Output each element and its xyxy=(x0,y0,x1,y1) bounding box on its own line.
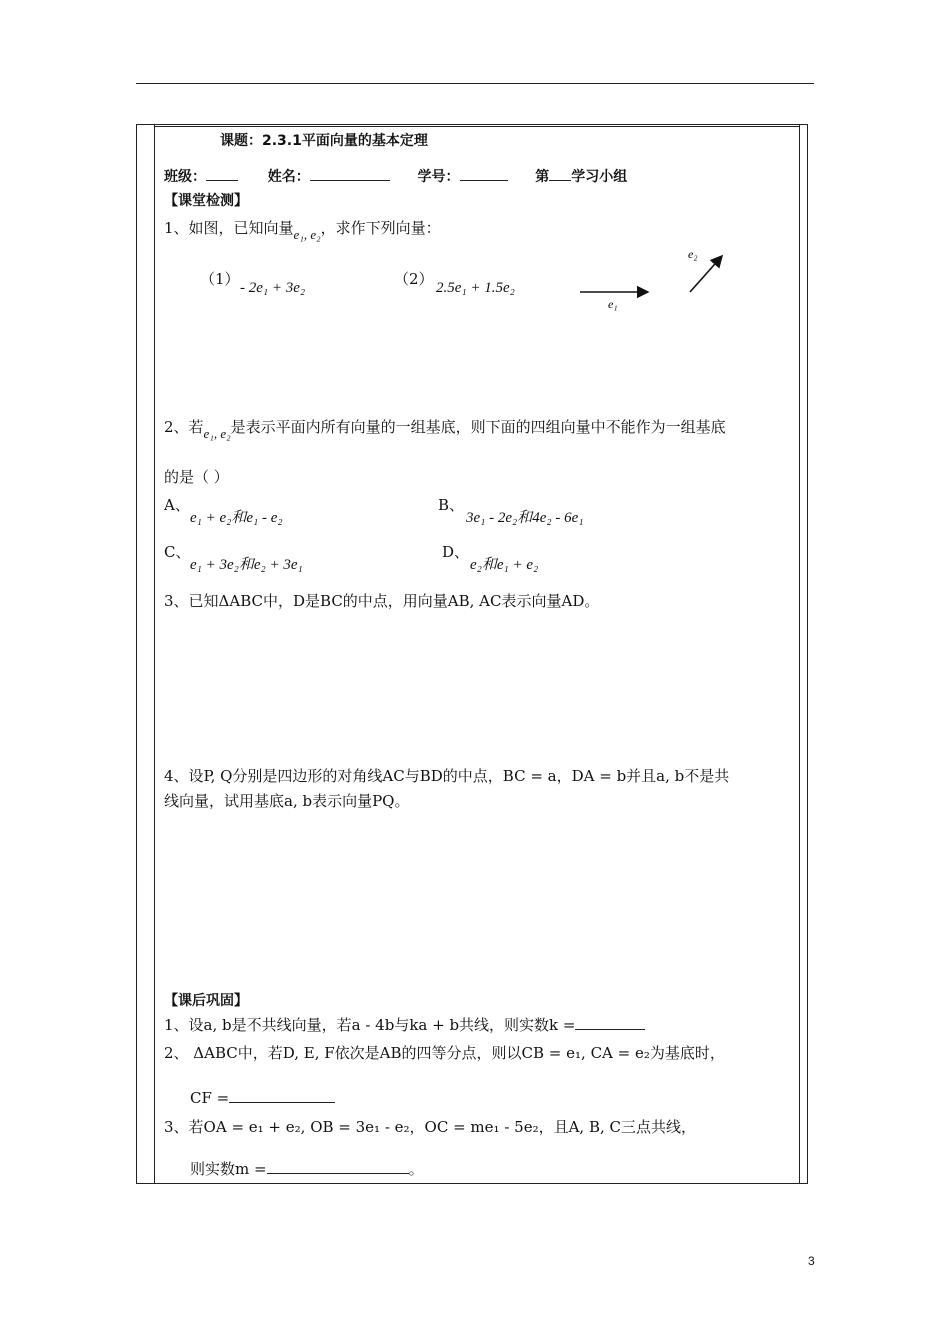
group-prefix: 第 xyxy=(535,169,550,185)
s2-q3-blank[interactable] xyxy=(267,1159,409,1174)
q2-opt-c-label: C、 xyxy=(164,543,191,561)
q4-line1: 4、设P, Q分别是四边形的对角线AC与BD的中点，BC = a，DA = b并且a, b不是共 xyxy=(164,767,730,785)
s2-q2-line1: 2、 ΔABC中，若D, E, F依次是AB的四等分点，则以CB = e₁, CA = e₂为基底时， xyxy=(164,1044,725,1062)
lesson-title: 课题：2.3.1平面向量的基本定理 xyxy=(220,133,428,149)
q2-opt-b-label: B、 xyxy=(438,496,465,514)
group-blank[interactable] xyxy=(549,166,571,181)
group-suffix: 学习小组 xyxy=(571,169,628,185)
name-label: 姓名： xyxy=(267,169,310,185)
e1-label: e₁ xyxy=(608,297,618,311)
info-line xyxy=(164,166,627,186)
q2-opt-c: e₁ + 3e₂和e₂ + 3e₁ xyxy=(190,557,303,573)
vector-figure xyxy=(570,230,740,320)
q2-opt-d-label: D、 xyxy=(442,543,470,561)
e2-arrow xyxy=(690,256,722,292)
q2-opt-a: e₁ + e₂和e₁ - e₂ xyxy=(190,510,283,526)
s2-q3-line2 xyxy=(190,1158,424,1179)
q2-opt-a-label: A、 xyxy=(164,496,190,514)
q1-part2-expr: 2.5e₁ + 1.5e₂ xyxy=(436,280,515,296)
s2-q1-line xyxy=(164,1014,645,1035)
name-blank[interactable] xyxy=(310,166,390,181)
q1-part1-label: （1） xyxy=(200,270,240,288)
s2-q2-blank[interactable] xyxy=(229,1088,335,1103)
section-heading-after-class: 【课后巩固】 xyxy=(164,993,248,1009)
class-blank[interactable] xyxy=(206,166,238,181)
number-blank[interactable] xyxy=(460,166,508,181)
q2-line1 xyxy=(164,416,726,441)
inner-frame-top xyxy=(154,126,800,127)
q2-text-b: 是表示平面内所有向量的一组基底，则下面的四组向量中不能作为一组基底 xyxy=(230,418,726,436)
q1-part1-expr: - 2e₁ + 3e₂ xyxy=(240,280,306,296)
q2-opt-d: e₂和e₁ + e₂ xyxy=(470,557,539,573)
q1-part2-label: （2） xyxy=(394,270,434,288)
s2-q1-blank[interactable] xyxy=(575,1015,645,1030)
number-label: 学号： xyxy=(417,169,460,185)
q1-text: 1、如图，已知向量 xyxy=(164,219,294,237)
s2-q2-line2 xyxy=(190,1088,335,1107)
q2-text-a: 2、若 xyxy=(164,418,204,436)
q4-line2: 线向量，试用基底a, b表示向量PQ。 xyxy=(164,792,410,810)
class-label: 班级： xyxy=(164,169,206,185)
q3-line: 3、已知ΔABC中，D是BC的中点，用向量AB, AC表示向量AD。 xyxy=(164,592,600,610)
q1-tail: ，求作下列向量： xyxy=(320,219,441,237)
top-rule xyxy=(136,83,814,84)
q2-opt-b: 3e₁ - 2e₂和4e₂ - 6e₁ xyxy=(466,510,584,526)
s2-q1-text: 1、设a, b是不共线向量，若a - 4b与ka + b共线，则实数k = xyxy=(164,1016,576,1034)
q1-vectors: e₁, e₂ xyxy=(293,227,321,242)
s2-q3-line1: 3、若OA = e₁ + e₂, OB = 3e₁ - e₂，OC = me₁ - 5e₂，且A, B, C三点共线， xyxy=(164,1118,696,1136)
s2-q3-text: 则实数m = xyxy=(190,1160,267,1178)
e2-label: e₂ xyxy=(688,247,698,261)
q2-line2: 的是（ ） xyxy=(164,468,229,486)
q2-vectors: e₁, e₂ xyxy=(203,426,231,441)
section-heading-classroom: 【课堂检测】 xyxy=(164,193,248,209)
q1-line xyxy=(164,217,441,242)
s2-q3-end: 。 xyxy=(408,1160,424,1178)
s2-q2-text: CF = xyxy=(190,1089,230,1107)
page-number: 3 xyxy=(808,1254,815,1268)
